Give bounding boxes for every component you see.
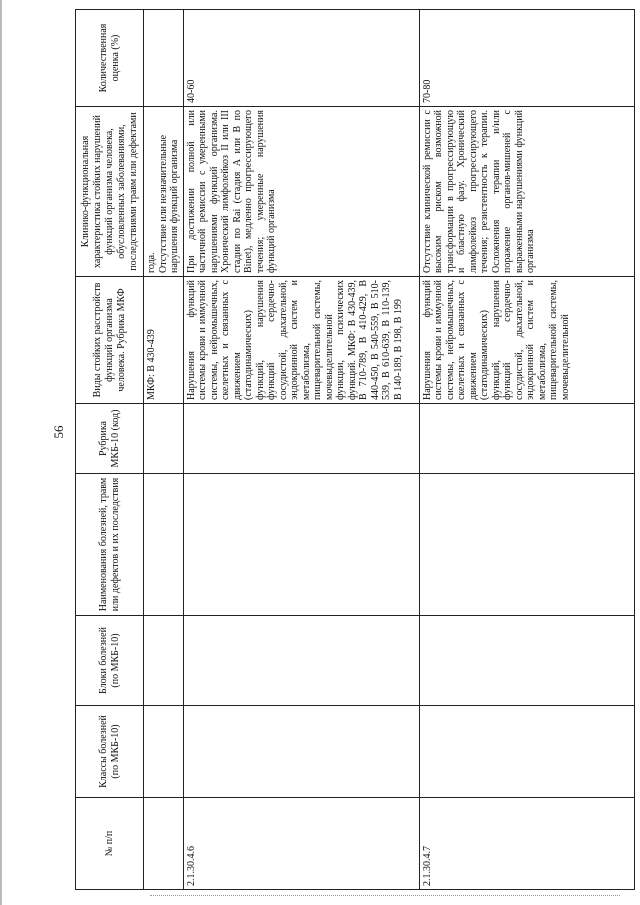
header-name: Наименования болезней, травм или дефектов и их последствия [76,474,144,616]
row-clinical: При достижении полной или частичной ремиссии с умеренными нарушениями функций организма. Хронический лимфолейкоз II или III стадии по Rai (стадия А или В по Binet), медленно прогрессирующего течения; умеренные нарушения функций организма [183,107,419,277]
header-num: № п/п [76,798,144,890]
rotated-table-container [75,10,635,890]
continuation-row [144,10,184,890]
row-num: 2.1.30.4.7 [419,798,635,890]
row-blocks [419,616,635,706]
row-rubric [419,404,635,474]
row-blocks [183,616,419,706]
scan-bottom-edge [150,895,620,897]
cont-clinical-line: Отсутствие или незначительные нарушения функций организма [157,134,180,273]
header-row [76,10,144,890]
row-types: Нарушения функций системы крови и иммунной системы, нейромышечных, скелетных и связанных с движением (статодинамических) функций, нарушения функций сердечно-сосудистой, дыхательной, эндокринной систем и метаболизма, пищеварительной системы, мочевыделительной [419,277,635,404]
cont-blocks [144,616,184,706]
header-blocks: Блоки болезней (по МКБ-10) [76,616,144,706]
disability-criteria-table [75,9,635,890]
row-classes [419,706,635,798]
row-types: Нарушения функций системы крови и иммунной системы, нейромышечных, скелетных и связанных с движением (статодинамических) функций, нарушения функций сердечно-сосудистой, дыхательной, эндокринной систем и метаболизма, пищеварительной системы, мочевыделительной функции, психических функций. МКФ: B 430-439, B 710-789, B 410-429, B 440-450, B 540-559, B 510-539, B 610-639, B 110-139, B 140-189, B 198, B 199 [183,277,419,404]
row-score: 40-60 [183,10,419,107]
header-score: Количественная оценка (%) [76,10,144,107]
row-name [183,474,419,616]
page-number: 56 [51,425,66,439]
cont-types: МКФ: B 430-439 [144,277,184,404]
cont-clinical-line: года. [146,252,157,273]
cont-rubric [144,404,184,474]
row-score: 70-80 [419,10,635,107]
row-clinical: Отсутствие клинической ремиссии с высоким риском возможной трансформации в прогрессирующую и бластную фазу. Хронический лимфолейкоз прогрессирующего течения; резистентность к терапии. Осложнения терапии и/или поражение органов-мишеней с выраженными нарушениями функций организма [419,107,635,277]
cont-clinical [144,107,184,277]
row-rubric [183,404,419,474]
cont-classes [144,706,184,798]
scan-edge [0,0,2,905]
row-num: 2.1.30.4.6 [183,798,419,890]
cont-num [144,798,184,890]
table-row [183,10,419,890]
row-name [419,474,635,616]
cont-score [144,10,184,107]
header-clinical: Клинико-функциональная характеристика стойких нарушений функций организма человека, обусловленных заболеваниями, последствиями травм или дефектами [76,107,144,277]
cont-name [144,474,184,616]
row-classes [183,706,419,798]
header-types: Виды стойких расстройств функций организма человека. Рубрика МКФ [76,277,144,404]
table-row [419,10,635,890]
header-rubric: Рубрика МКБ-10 (код) [76,404,144,474]
header-classes: Классы болезней (по МКБ-10) [76,706,144,798]
